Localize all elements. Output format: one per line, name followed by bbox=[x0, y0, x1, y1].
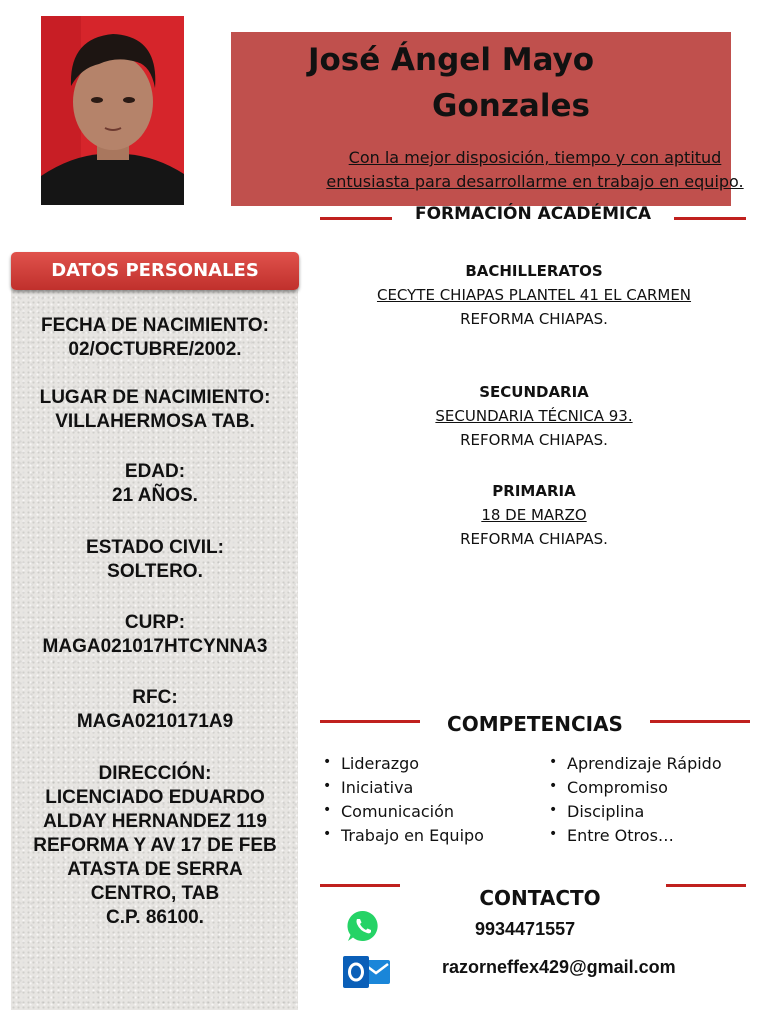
civil-status-label: ESTADO CIVIL: bbox=[86, 537, 224, 558]
divider-line bbox=[320, 884, 400, 887]
skill-item: • Compromiso bbox=[567, 776, 668, 800]
civil-status-block bbox=[11, 536, 299, 584]
education-title: BACHILLERATOS bbox=[465, 262, 603, 280]
education-place: REFORMA CHIAPAS. bbox=[460, 530, 608, 548]
skill-item: • Trabajo en Equipo bbox=[341, 824, 484, 848]
divider-line bbox=[320, 217, 392, 220]
contact-phone[interactable]: 9934471557 bbox=[475, 919, 576, 939]
address-line: ATASTA DE SERRA bbox=[67, 859, 243, 880]
tagline bbox=[300, 146, 768, 194]
divider-line bbox=[666, 884, 746, 887]
profile-photo bbox=[41, 16, 184, 205]
skill-item: • Entre Otros… bbox=[567, 824, 674, 848]
education-title: SECUNDARIA bbox=[479, 383, 589, 401]
rfc-block bbox=[11, 686, 299, 734]
address-label: DIRECCIÓN: bbox=[98, 763, 212, 784]
education-entry bbox=[320, 380, 748, 452]
education-school: 18 DE MARZO bbox=[481, 506, 587, 524]
education-entry bbox=[320, 259, 748, 331]
whatsapp-icon bbox=[345, 908, 381, 944]
rfc-value: MAGA0210171A9 bbox=[76, 711, 234, 732]
education-place: REFORMA CHIAPAS. bbox=[460, 431, 608, 449]
outlook-icon bbox=[342, 953, 392, 991]
curp-label: CURP: bbox=[124, 612, 186, 633]
skill-item: • Iniciativa bbox=[341, 776, 413, 800]
tagline-line-1: Con la mejor disposición, tiempo y con aptitud bbox=[348, 148, 722, 167]
personal-data-banner: DATOS PERSONALES bbox=[11, 252, 299, 290]
divider-line bbox=[650, 720, 750, 723]
divider-line bbox=[320, 720, 420, 723]
age-label: EDAD: bbox=[124, 461, 186, 482]
address-line: ALDAY HERNANDEZ 119 bbox=[43, 811, 267, 832]
contact-heading: CONTACTO bbox=[479, 886, 601, 910]
contact-email[interactable]: razorneffex429@gmail.com bbox=[442, 957, 676, 977]
birth-date-label: FECHA DE NACIMIENTO: bbox=[41, 315, 269, 336]
curp-value: MAGA021017HTCYNNA3 bbox=[42, 636, 268, 657]
name-line-2: Gonzales bbox=[432, 88, 590, 124]
birth-date-value: 02/OCTUBRE/2002. bbox=[68, 339, 242, 360]
birth-place-block bbox=[11, 386, 299, 434]
birth-place-label: LUGAR DE NACIMIENTO: bbox=[39, 387, 271, 408]
address-line: REFORMA Y AV 17 DE FEB bbox=[33, 835, 277, 856]
skill-item: • Liderazgo bbox=[341, 752, 419, 776]
age-value: 21 AÑOS. bbox=[112, 485, 198, 506]
birth-date-block bbox=[11, 314, 299, 362]
education-school: CECYTE CHIAPAS PLANTEL 41 EL CARMEN bbox=[376, 286, 692, 304]
education-title: PRIMARIA bbox=[492, 482, 576, 500]
address-block bbox=[11, 762, 299, 930]
rfc-label: RFC: bbox=[132, 687, 178, 708]
education-place: REFORMA CHIAPAS. bbox=[460, 310, 608, 328]
education-school: SECUNDARIA TÉCNICA 93. bbox=[435, 407, 633, 425]
skill-item: • Disciplina bbox=[567, 800, 644, 824]
skill-item: • Aprendizaje Rápido bbox=[567, 752, 722, 776]
age-block bbox=[11, 460, 299, 508]
address-line: C.P. 86100. bbox=[106, 907, 204, 928]
education-entry bbox=[320, 479, 748, 551]
education-heading: FORMACIÓN ACADÉMICA bbox=[414, 204, 652, 224]
skill-item: • Comunicación bbox=[341, 800, 454, 824]
name-line-1: José Ángel Mayo bbox=[307, 42, 595, 78]
tagline-line-2: entusiasta para desarrollarme en trabajo en equipo. bbox=[326, 172, 744, 191]
birth-place-value: VILLAHERMOSA TAB. bbox=[55, 411, 255, 432]
divider-line bbox=[674, 217, 746, 220]
address-line: LICENCIADO EDUARDO bbox=[45, 787, 265, 808]
skills-heading: COMPETENCIAS bbox=[447, 712, 623, 736]
address-line: CENTRO, TAB bbox=[90, 883, 220, 904]
curp-block bbox=[11, 611, 299, 659]
civil-status-value: SOLTERO. bbox=[107, 561, 203, 582]
